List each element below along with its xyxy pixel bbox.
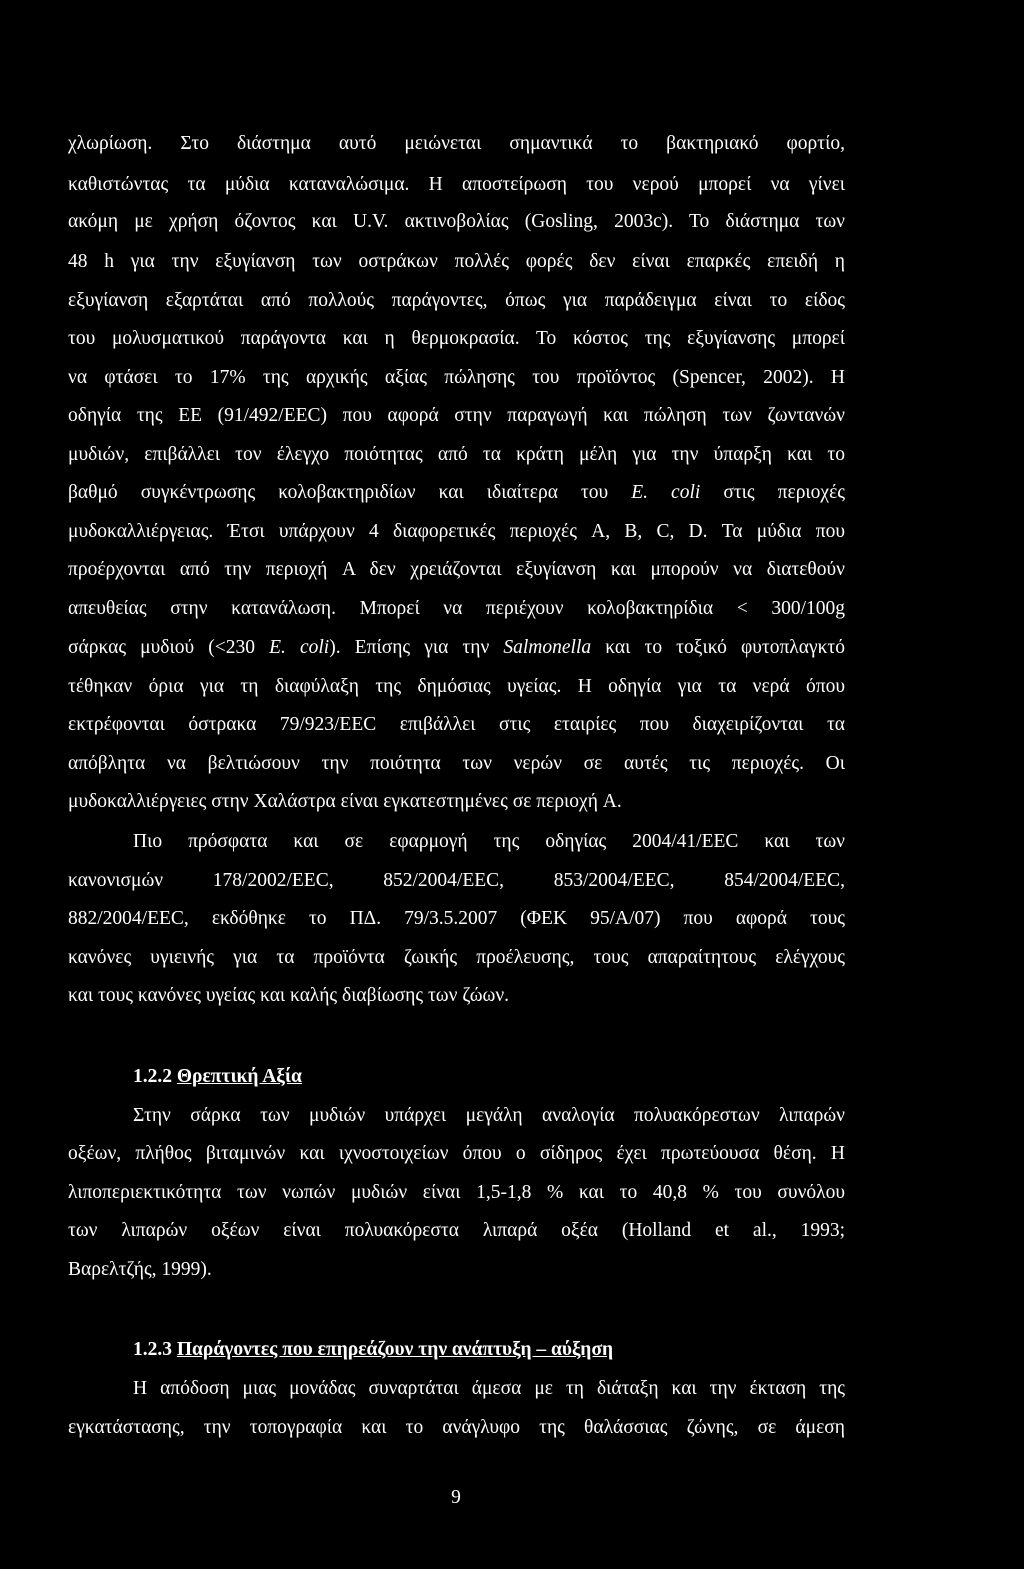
species-name: E. coli bbox=[269, 637, 330, 658]
text-line: χλωρίωση. Στο διάστημα αυτό μειώνεται σημαντικά το βακτηριακό φορτίο, bbox=[68, 133, 845, 154]
text-line: εγκατάστασης, την τοπογραφία και το ανάγλυφο της θαλάσσιας ζώνης, σε άμεση bbox=[68, 1417, 845, 1438]
species-name: E. coli bbox=[631, 482, 701, 503]
text-line: κανόνες υγιεινής για τα προϊόντα ζωικής προέλευσης, τους απαραίτητους ελέγχους bbox=[68, 947, 845, 968]
text-line: μυδοκαλλιέργειες στην Χαλάστρα είναι εγκατεστημένες σε περιοχή A. bbox=[68, 791, 622, 812]
text-run: βαθμό συγκέντρωσης κολοβακτηριδίων και ιδιαίτερα του bbox=[68, 482, 632, 503]
section-heading bbox=[133, 1338, 613, 1362]
page-number: 9 bbox=[451, 1487, 461, 1508]
section-number: 1.2.3 bbox=[133, 1339, 177, 1360]
text-run: ). Επίσης για την bbox=[329, 637, 504, 658]
text-line: απόβλητα να βελτιώσουν την ποιότητα των νερών σε αυτές τις περιοχές. Οι bbox=[68, 753, 845, 774]
text-run: και το τοξικό φυτοπλαγκτό bbox=[591, 637, 845, 658]
text-line: μυδοκαλλιέργειας. Έτσι υπάρχουν 4 διαφορετικές περιοχές A, B, C, D. Τα μύδια που bbox=[68, 521, 845, 542]
text-line: Η απόδοση μιας μονάδας συναρτάται άμεσα με τη διάταξη και την έκταση της bbox=[133, 1378, 845, 1399]
text-line bbox=[68, 636, 845, 660]
text-line: Στην σάρκα των μυδιών υπάρχει μεγάλη αναλογία πολυακόρεστων λιπαρών bbox=[133, 1105, 845, 1126]
text-line: των λιπαρών οξέων είναι πολυακόρεστα λιπαρά οξέα (Holland et al., 1993; bbox=[68, 1220, 845, 1241]
text-line: 48 h για την εξυγίανση των οστράκων πολλές φορές δεν είναι επαρκές επειδή η bbox=[68, 251, 845, 272]
text-line: και τους κανόνες υγείας και καλής διαβίωσης των ζώων. bbox=[68, 985, 510, 1006]
species-name: Salmonella bbox=[503, 637, 592, 658]
text-line: Πιο πρόσφατα και σε εφαρμογή της οδηγίας 2004/41/ΕΕC και των bbox=[133, 831, 845, 852]
text-line: μυδιών, επιβάλλει τον έλεγχο ποιότητας από τα κράτη μέλη για την ύπαρξη και το bbox=[68, 444, 845, 465]
text-line: 882/2004/ΕΕC, εκδόθηκε το ΠΔ. 79/3.5.2007 (ΦΕΚ 95/Α/07) που αφορά τους bbox=[68, 908, 845, 929]
text-run: στις περιοχές bbox=[700, 482, 845, 503]
text-line: καθιστώντας τα μύδια καταναλώσιμα. Η αποστείρωση του νερού μπορεί να γίνει bbox=[68, 174, 845, 195]
text-line: οξέων, πλήθος βιταμινών και ιχνοστοιχείων όπου ο σίδηρος έχει πρωτεύουσα θέση. Η bbox=[68, 1143, 845, 1164]
text-run: σάρκας μυδιού (<230 bbox=[68, 637, 270, 658]
text-line: εξυγίανση εξαρτάται από πολλούς παράγοντες, όπως για παράδειγμα είναι το είδος bbox=[68, 290, 845, 311]
text-line bbox=[68, 481, 845, 505]
text-line: Βαρελτζής, 1999). bbox=[68, 1259, 212, 1280]
text-line: να φτάσει το 17% της αρχικής αξίας πώλησης του προϊόντος (Spencer, 2002). Η bbox=[68, 367, 845, 388]
section-title: Θρεπτική Αξία bbox=[176, 1066, 302, 1087]
section-title: Παράγοντες που επηρεάζουν την ανάπτυξη – αύξηση bbox=[176, 1339, 614, 1360]
text-line: κανονισμών 178/2002/ΕΕC, 852/2004/ΕΕC, 853/2004/ΕΕC, 854/2004/ΕΕC, bbox=[68, 870, 845, 891]
section-heading bbox=[133, 1065, 302, 1089]
text-line: τέθηκαν όρια για τη διαφύλαξη της δημόσιας υγείας. Η οδηγία για τα νερά όπου bbox=[68, 676, 845, 697]
section-number: 1.2.2 bbox=[133, 1066, 177, 1087]
text-line: εκτρέφονται όστρακα 79/923/ΕΕC επιβάλλει στις εταιρίες που διαχειρίζονται τα bbox=[68, 714, 845, 735]
text-line: ακόμη με χρήση όζοντος και U.V. ακτινοβολίας (Gosling, 2003c). Το διάστημα των bbox=[68, 211, 845, 232]
text-line: του μολυσματικού παράγοντα και η θερμοκρασία. Το κόστος της εξυγίανσης μπορεί bbox=[68, 328, 845, 349]
text-line: οδηγία της ΕΕ (91/492/ΕΕC) που αφορά στην παραγωγή και πώληση των ζωντανών bbox=[68, 405, 845, 426]
text-line: απευθείας στην κατανάλωση. Μπορεί να περιέχουν κολοβακτηρίδια < 300/100g bbox=[68, 598, 845, 619]
text-line: προέρχονται από την περιοχή A δεν χρειάζονται εξυγίανση και μπορούν να διατεθούν bbox=[68, 559, 845, 580]
text-line: λιποπεριεκτικότητα των νωπών μυδιών είναι 1,5-1,8 % και το 40,8 % του συνόλου bbox=[68, 1182, 845, 1203]
